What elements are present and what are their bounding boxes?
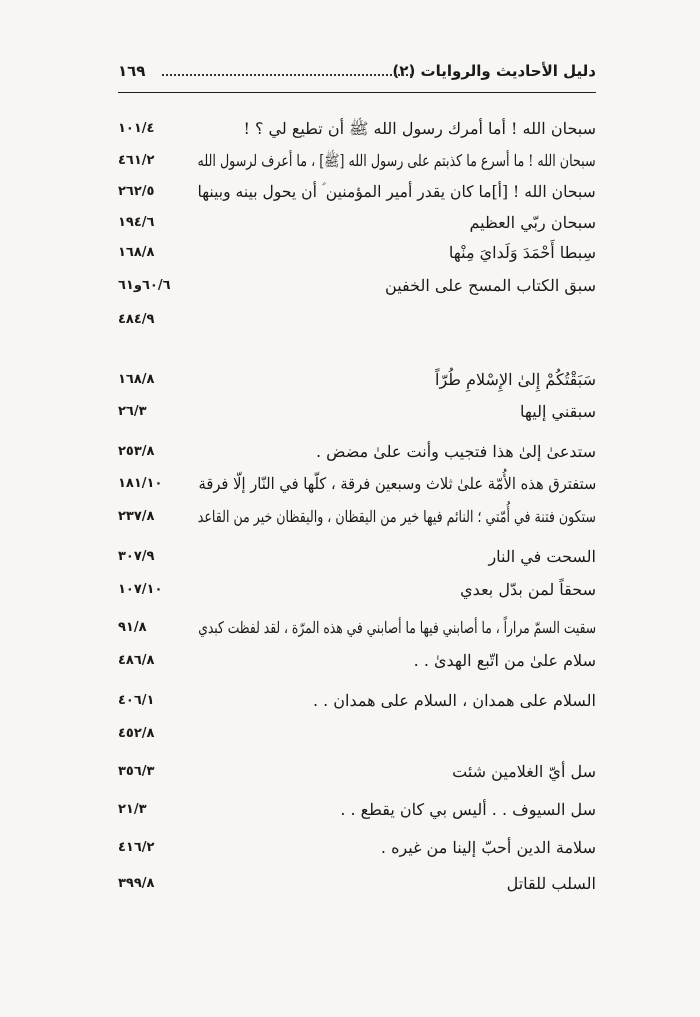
entry-reference: ١٠٧/١٠ (118, 582, 163, 597)
entry-reference: ٣٥٦/٣ (118, 764, 155, 779)
page-number: ١٦٩ (118, 62, 146, 80)
index-entry (118, 505, 596, 537)
entry-reference: ٤١٦/٢ (118, 840, 155, 855)
index-entry (118, 578, 596, 610)
entry-reference: ٤٨٦/٨ (118, 653, 155, 668)
entry-text: السلام على همدان ، السلام على همدان . . (312, 691, 596, 710)
entry-reference: ٢٣٧/٨ (118, 509, 155, 524)
entry-text: سلام علىٰ من اتّبع الهدىٰ . . (413, 651, 596, 670)
index-entry (118, 368, 596, 400)
entry-reference: ١٩٤/٦ (118, 215, 155, 230)
entry-text: سقيت السمّ مراراً ، ما أصابني فيها ما أصابني في هذه المرّة ، لقد لفظت كبدي (198, 618, 596, 637)
index-entry (118, 722, 596, 754)
index-entry (118, 872, 596, 904)
index-entry (118, 211, 596, 243)
entry-text: سِبطا أَحْمَدَ وَلَدايَ مِنْها (448, 243, 596, 262)
index-entry (118, 472, 596, 504)
index-entry (118, 149, 596, 181)
entry-reference: ٢٦٢/٥ (118, 184, 155, 199)
entry-text: سل أيّ الغلامين شئت (452, 762, 596, 781)
entry-reference: ٣٩٩/٨ (118, 876, 155, 891)
index-entry (118, 117, 596, 149)
entry-reference: ١٠١/٤ (118, 121, 155, 136)
entry-text: سلامة الدين أحبّ إلينا من غيره . (380, 838, 596, 857)
entry-reference: ٢٦/٣ (118, 404, 147, 419)
entry-reference: ٤٨٤/٩ (118, 312, 155, 327)
index-entry (118, 241, 596, 273)
index-entry (118, 274, 596, 306)
index-entry (118, 440, 596, 472)
entry-reference: ٤٥٢/٨ (118, 726, 155, 741)
entry-reference: ٩١/٨ (118, 620, 147, 635)
index-entry (118, 545, 596, 577)
entry-text: ستدعىٰ إلىٰ هذا فتجيب وأنت علىٰ مضض . (315, 442, 596, 461)
entry-text: سبقني إليها (520, 402, 596, 421)
entry-text: السلب للقاتل (506, 874, 596, 893)
entry-text: ستكون فتنة في أُمّتي ؛ النائم فيها خير من اليقظان ، واليقظان خير من القاعد (197, 507, 596, 526)
entry-reference: ٢١/٣ (118, 802, 147, 817)
entry-reference: ١٨١/١٠ (118, 476, 163, 491)
index-entry (118, 760, 596, 792)
entry-text: سبحان الله ! ما أسرع ما كذبتم على رسول الله [ﷺ] ، ما أعرف لرسول الله (197, 151, 596, 170)
entry-text: سبحان الله ! [أ]ما كان يقدر أمير المؤمنين ؑ أن يحول بينه وبينها (197, 182, 596, 201)
entry-reference: ٤٦١/٢ (118, 153, 155, 168)
index-entry (118, 400, 596, 432)
index-entry (118, 798, 596, 830)
index-entry (118, 180, 596, 212)
entry-text: ستفترق هذه الأُمّة علىٰ ثلاث وسبعين فرقة ، كلّها في النّار إلّا فرقة (198, 474, 596, 493)
entry-reference: ٤٠٦/١ (118, 693, 155, 708)
entry-text: السحت في النار (488, 547, 596, 566)
entry-reference: ٣٠٧/٩ (118, 549, 155, 564)
entry-reference: ٦٠/٦و٦١ (118, 278, 171, 293)
index-entry (118, 616, 596, 648)
entry-text: سبق الكتاب المسح على الخفين (385, 276, 596, 295)
index-entry (118, 649, 596, 681)
entry-text: سل السيوف . . أليس بي كان يقطع . . (340, 800, 596, 819)
index-entry (118, 308, 596, 340)
entry-reference: ١٦٨/٨ (118, 245, 155, 260)
header-title: دليل الأحاديث والروايات (٢) (392, 62, 596, 80)
entry-text: سبحان ربّي العظيم (469, 213, 596, 232)
index-entry (118, 689, 596, 721)
entry-text: سَبَقْتُكُمْ إِلىٰ الإِسْلامِ طُرّاً (435, 370, 596, 389)
entry-reference: ١٦٨/٨ (118, 372, 155, 387)
entry-reference: ٢٥٣/٨ (118, 444, 155, 459)
index-entry (118, 836, 596, 868)
entry-text: سبحان الله ! أما أمرك رسول الله ﷺ أن تطيع لي ؟ ! (243, 119, 596, 138)
entry-text: سحقاً لمن بدّل بعدي (460, 580, 596, 599)
